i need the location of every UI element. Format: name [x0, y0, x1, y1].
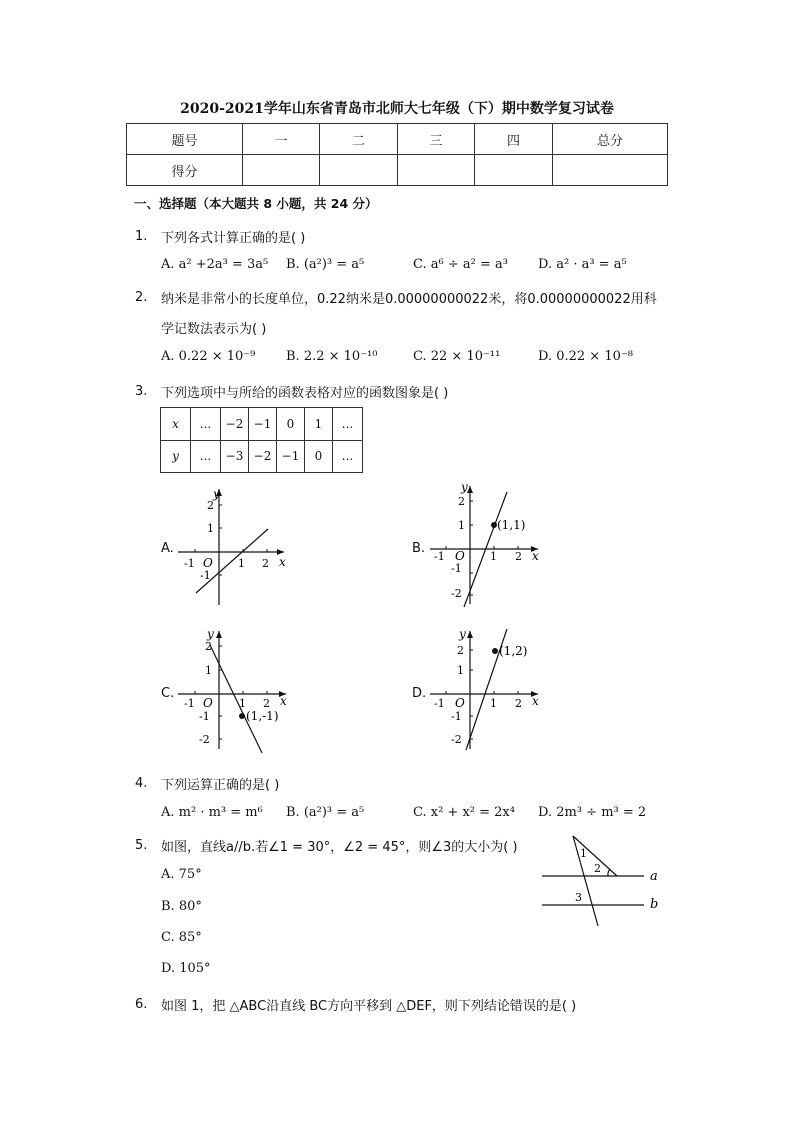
function-table-cell: ... [333, 408, 363, 441]
q4-number: 4. [135, 776, 148, 791]
graph-option-a [176, 485, 291, 607]
function-table-cell: −1 [249, 408, 277, 441]
x-axis-label: x [279, 555, 286, 569]
q1-option-a: A. a² +2a³ = 3a⁵ [161, 257, 269, 272]
tick-label: -1 [451, 562, 462, 575]
point-marker [492, 648, 498, 654]
q4-option-b: B. (a²)³ = a⁵ [286, 805, 365, 820]
function-table-cell: −3 [221, 440, 249, 473]
q1-option-b: B. (a²)³ = a⁵ [286, 257, 365, 272]
tick-label: -1 [434, 550, 445, 563]
y-axis-label: y [459, 627, 466, 641]
y-axis-label: y [461, 480, 468, 494]
score-table-header-row [127, 124, 668, 155]
angle-3-label: 3 [575, 891, 582, 904]
x-axis-label: x [532, 694, 539, 708]
function-table-y-row [161, 440, 363, 473]
line-b-label: b [650, 897, 659, 912]
graph-option-c [176, 625, 294, 755]
graph-option-b [428, 480, 548, 610]
function-table-cell: y [161, 440, 191, 473]
score-header-cell: 四 [475, 124, 553, 155]
q3-number: 3. [135, 384, 148, 399]
score-cell [243, 155, 320, 186]
score-header-cell: 总分 [553, 124, 668, 155]
angle-1-label: 1 [580, 847, 587, 860]
function-table-cell: 0 [277, 408, 305, 441]
q3-option-d-label: D. [412, 686, 427, 701]
q1-option-c: C. a⁶ ÷ a² = a³ [413, 257, 508, 272]
origin-label: O [203, 556, 213, 570]
function-table-x-row [161, 408, 363, 441]
point-label: (1,1) [497, 518, 526, 532]
tick-label: 2 [457, 644, 464, 657]
q6-stem: 如图 1，把 △ABC沿直线 BC方向平移到 △DEF，则下列结论错误的是( ) [161, 999, 577, 1014]
q4-option-d: D. 2m³ ÷ m³ = 2 [538, 805, 647, 820]
tick-label: 1 [207, 522, 214, 535]
q5-option-d: D. 105° [161, 961, 211, 976]
parallel-lines-figure [540, 830, 665, 930]
q3-stem: 下列选项中与所给的函数表格对应的函数图象是( ) [161, 386, 449, 401]
function-table-cell: 0 [305, 440, 333, 473]
tick-label: 1 [490, 697, 497, 710]
q5-option-b: B. 80° [161, 899, 202, 914]
tick-label: -1 [200, 569, 211, 582]
q4-option-a: A. m² · m³ = m⁶ [161, 805, 263, 820]
tick-label: -1 [184, 557, 195, 570]
score-cell [398, 155, 475, 186]
y-axis-label: y [213, 487, 220, 501]
q2-option-c: C. 22 × 10⁻¹¹ [413, 349, 501, 364]
q5-option-c: C. 85° [161, 930, 202, 945]
graph-line [210, 645, 262, 753]
q5-option-a: A. 75° [161, 867, 202, 882]
q2-option-a: A. 0.22 × 10⁻⁹ [161, 349, 256, 364]
origin-label: O [455, 549, 465, 563]
q4-option-c: C. x² + x² = 2x⁴ [413, 805, 515, 820]
axis-arrows [216, 631, 286, 697]
q5-number: 5. [135, 838, 148, 853]
tick-label: 1 [490, 550, 497, 563]
score-header-cell: 题号 [127, 124, 243, 155]
tick-label: -1 [434, 697, 445, 710]
tick-label: 1 [238, 557, 245, 570]
score-table-score-row [127, 155, 668, 186]
tick-label: 2 [263, 697, 270, 710]
tick-label: 2 [207, 499, 214, 512]
origin-label: O [455, 696, 465, 710]
score-header-cell: 三 [398, 124, 475, 155]
q2-stem-line2: 学记数法表示为( ) [161, 322, 267, 337]
tick-label: 1 [457, 664, 464, 677]
score-cell [475, 155, 553, 186]
function-table-cell: 1 [305, 408, 333, 441]
q1-option-d: D. a² · a³ = a⁵ [538, 257, 627, 272]
score-header-cell: 二 [320, 124, 398, 155]
q3-option-b-label: B. [412, 541, 426, 556]
q3-option-c-label: C. [161, 686, 175, 701]
function-table-cell: ... [191, 408, 221, 441]
graph-option-d [428, 625, 548, 755]
q2-option-d: D. 0.22 × 10⁻⁸ [538, 349, 633, 364]
tick-label: 1 [239, 697, 246, 710]
origin-label: O [203, 696, 213, 710]
function-table-cell: x [161, 408, 191, 441]
tick-label: 2 [205, 640, 212, 653]
tick-label: -2 [199, 733, 210, 746]
tick-label: 1 [458, 519, 465, 532]
q5-stem: 如图，直线a//b.若∠1 = 30°，∠2 = 45°，则∠3的大小为( ) [161, 840, 518, 855]
function-table-cell: −2 [221, 408, 249, 441]
tick-label: 1 [205, 664, 212, 677]
tick-label: 2 [515, 697, 522, 710]
q4-stem: 下列运算正确的是( ) [161, 778, 280, 793]
line-a-label: a [650, 869, 658, 884]
tick-label: 2 [458, 495, 465, 508]
q1-stem: 下列各式计算正确的是( ) [161, 231, 306, 246]
function-table-cell: −2 [249, 440, 277, 473]
score-row-label: 得分 [127, 155, 243, 186]
q2-stem-line1: 纳米是非常小的长度单位，0.22纳米是0.00000000022米，将0.00000000022用科 [161, 292, 657, 307]
score-table [126, 123, 668, 186]
q2-option-b: B. 2.2 × 10⁻¹⁰ [286, 349, 378, 364]
angle-arc [608, 869, 610, 876]
q1-number: 1. [135, 229, 148, 244]
function-table-cell: ... [191, 440, 221, 473]
point-label: (1,2) [499, 644, 528, 658]
q6-number: 6. [135, 997, 148, 1012]
function-table-cell: −1 [277, 440, 305, 473]
tick-label: -1 [184, 697, 195, 710]
score-cell [553, 155, 668, 186]
q3-option-a-label: A. [161, 541, 174, 556]
y-axis-label: y [207, 627, 214, 641]
point-marker [239, 713, 245, 719]
tick-label: -1 [451, 710, 462, 723]
function-table [160, 407, 363, 473]
x-axis-label: x [532, 549, 539, 563]
function-table-cell: ... [333, 440, 363, 473]
angle-2-label: 2 [594, 862, 601, 875]
score-cell [320, 155, 398, 186]
tick-label: 2 [515, 550, 522, 563]
point-label: (1,-1) [246, 709, 279, 723]
tick-label: -1 [199, 710, 210, 723]
tick-label: -2 [451, 587, 462, 600]
tick-label: -2 [451, 733, 462, 746]
x-axis-label: x [280, 694, 287, 708]
q2-number: 2. [135, 290, 148, 305]
section-heading: 一、选择题（本大题共 8 小题，共 24 分） [134, 196, 378, 211]
score-header-cell: 一 [243, 124, 320, 155]
tick-label: 2 [262, 557, 269, 570]
page-title: 2020-2021学年山东省青岛市北师大七年级（下）期中数学复习试卷 [180, 101, 614, 117]
